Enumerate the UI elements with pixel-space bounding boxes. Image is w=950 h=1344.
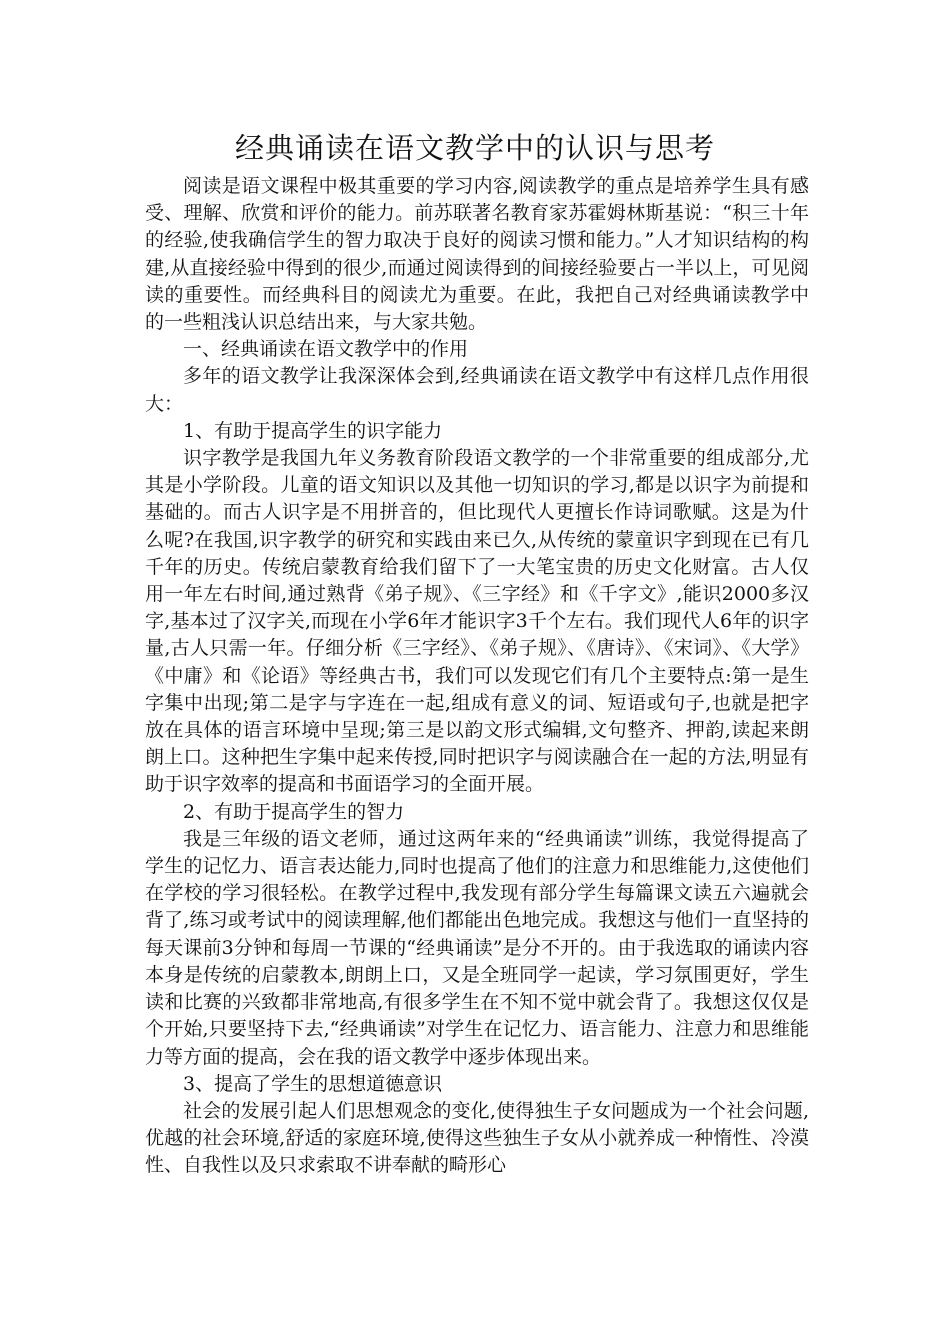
subheading-morality: 3、提高了学生的思想道德意识	[183, 1072, 443, 1095]
paragraph-intro: 阅读是语文课程中极其重要的学习内容,阅读教学的重点是培养学生具有感受、理解、欣赏和评价的能力。前苏联著名教育家苏霍姆林斯基说：“积三十年的经验,使我确信学生的智力取决于良好的阅读习惯和能力。”人才知识结构的构建,从直接经验中得到的很少,而通过阅读得到的间接经验要占一半以上，可见阅读的重要性。而经典科目的阅读尤为重要。在此，我把自己对经典诵读教学中的一些粗浅认识总结出来，与大家共勉。	[145, 175, 809, 334]
document-title: 经典诵读在语文教学中的认识与思考	[234, 131, 715, 165]
subheading-literacy: 1、有助于提高学生的识字能力	[183, 419, 443, 442]
paragraph-morality: 社会的发展引起人们思想观念的变化,使得独生子女问题成为一个社会问题,优越的社会环境,舒适的家庭环境,使得这些独生子女从小就养成一种惰性、冷漠性、自我性以及只求索取不讲奉献的畸形心	[145, 1099, 809, 1177]
section-heading-1: 一、经典诵读在语文教学中的作用	[183, 338, 469, 361]
document-body	[145, 173, 809, 1180]
subheading-intelligence: 2、有助于提高学生的智力	[183, 800, 405, 823]
paragraph-literacy: 识字教学是我国九年义务教育阶段语文教学的一个非常重要的组成部分,尤其是小学阶段。儿童的语文知识以及其他一切知识的学习,都是以识字为前提和基础的。而古人识字是不用拼音的，但比现代人更擅长作诗词歌赋。这是为什么呢?在我国,识字教学的研究和实践由来已久,从传统的蒙童识字到现在已有几千年的历史。传统启蒙教育给我们留下了一大笔宝贵的历史文化财富。古人仅用一年左右时间,通过熟背《弟子规》、《三字经》和《千字文》,能识2000多汉字,基本过了汉字关,而现在小学6年才能识字3千个左右。我们现代人6年的识字量,古人只需一年。仔细分析《三字经》、《弟子规》、《唐诗》、《宋词》、《大学》《中庸》和《论语》等经典古书，我们可以发现它们有几个主要特点:第一是生字集中出现;第二是字与字连在一起,组成有意义的词、短语或句子,也就是把字放在具体的语言环境中呈现;第三是以韵文形式编辑,文句整齐、押韵,读起来朗朗上口。这种把生字集中起来传授,同时把识字与阅读融合在一起的方法,明显有助于识字效率的提高和书面语学习的全面开展。	[145, 447, 809, 796]
paragraph-intelligence: 我是三年级的语文老师，通过这两年来的“经典诵读”训练，我觉得提高了学生的记忆力、语言表达能力,同时也提高了他们的注意力和思维能力,这使他们在学校的学习很轻松。在教学过程中,我发现有部分学生每篇课文读五六遍就会背了,练习或考试中的阅读理解,他们都能出色地完成。我想这与他们一直坚持的每天课前3分钟和每周一节课的“经典诵读”是分不开的。由于我选取的诵读内容本身是传统的启蒙教本,朗朗上口，又是全班同学一起读，学习氛围更好，学生读和比赛的兴致都非常地高,有很多学生在不知不觉中就会背了。我想这仅仅是个开始,只要坚持下去,“经典诵读”对学生在记忆力、语言能力、注意力和思维能力等方面的提高，会在我的语文教学中逐步体现出来。	[145, 827, 809, 1068]
paragraph-section-1-intro: 多年的语文教学让我深深体会到,经典诵读在语文教学中有这样几点作用很大：	[145, 365, 809, 415]
